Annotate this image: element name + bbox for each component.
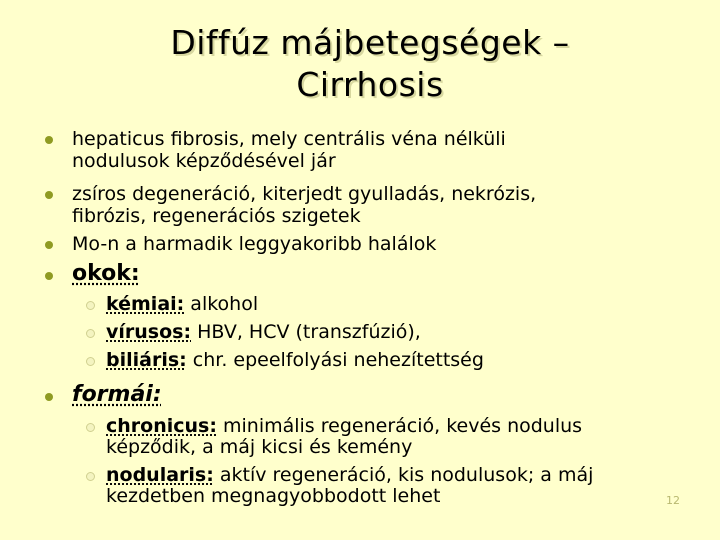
- okok-item: [106, 322, 421, 343]
- okok-text: HBV, HCV (transzfúzió),: [191, 321, 421, 343]
- okok-item: [106, 294, 258, 315]
- okok-text: chr. epeelfolyási nehezítettség: [186, 349, 484, 371]
- formai-text: aktív regeneráció, kis nodulusok; a máj: [213, 464, 594, 486]
- okok-heading: [72, 263, 140, 285]
- bullet-item: [72, 183, 536, 227]
- formai-term: chronicus:: [106, 415, 217, 437]
- sub-bullet-dot-icon: [86, 301, 95, 310]
- slide-title-line1: Diffúz májbetegségek –: [170, 23, 570, 62]
- formai-heading-text: formái:: [72, 382, 162, 407]
- bullet-dot-icon: [45, 191, 53, 199]
- bullet-item: [72, 233, 436, 255]
- page-number: 12: [666, 494, 680, 507]
- okok-text: alkohol: [184, 293, 259, 315]
- okok-term: vírusos:: [106, 321, 192, 343]
- formai-text: minimális regeneráció, kevés nodulus: [216, 415, 583, 437]
- sub-bullet-dot-icon: [86, 357, 95, 366]
- bullet-text-line: Mo-n a harmadik leggyakoribb halálok: [72, 233, 437, 255]
- okok-term: kémiai:: [106, 293, 185, 315]
- bullet-dot-icon: [45, 272, 53, 280]
- bullet-dot-icon: [45, 136, 53, 144]
- bullet-text-line: nodulusok képződésével jár: [72, 150, 336, 172]
- sub-bullet-dot-icon: [86, 329, 95, 338]
- sub-bullet-dot-icon: [86, 472, 95, 481]
- okok-heading-text: okok:: [72, 261, 140, 286]
- bullet-dot-icon: [45, 241, 53, 249]
- sub-bullet-dot-icon: [86, 423, 95, 432]
- okok-item: [106, 350, 484, 371]
- formai-heading: [72, 384, 162, 406]
- bullet-dot-icon: [45, 393, 53, 401]
- slide-title-line2: Cirrhosis: [296, 65, 444, 104]
- formai-item: [106, 465, 593, 507]
- bullet-text-line: zsíros degeneráció, kiterjedt gyulladás, nekrózis,: [72, 183, 537, 205]
- formai-term: nodularis:: [106, 464, 214, 486]
- bullet-text-line: fibrózis, regenerációs szigetek: [72, 205, 361, 227]
- formai-item: [106, 416, 582, 458]
- formai-text-line2: kezdetben megnagyobbodott lehet: [106, 485, 441, 507]
- formai-text-line2: képződik, a máj kicsi és kemény: [106, 436, 413, 458]
- okok-term: biliáris:: [106, 349, 187, 371]
- bullet-text-line: hepaticus fibrosis, mely centrális véna nélküli: [72, 128, 506, 150]
- bullet-item: [72, 128, 506, 172]
